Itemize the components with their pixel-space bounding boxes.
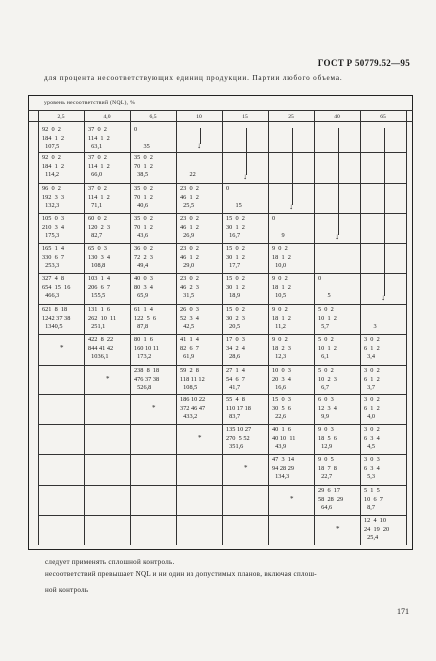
star-marker: * <box>60 344 64 352</box>
table-cell: 3 0 2 6 1 2 3,4 <box>364 336 380 361</box>
table-cell: 3 0 2 6 1 2 4,0 <box>364 396 380 421</box>
table-cell: 55 4 8 110 17 18 83,7 <box>226 396 251 421</box>
table-cell: 621 8 18 1242 37 38 1340,5 <box>42 306 71 331</box>
table-cell: 5 0 2 10 2 3 6,7 <box>318 367 337 392</box>
star-marker: * <box>152 404 156 412</box>
column-divider <box>84 110 85 545</box>
footnote-2: несоответствий превышает NQL и ни один из допустимых планов, включая сплош- <box>45 570 317 578</box>
column-divider <box>268 110 269 545</box>
table-cell: 36 0 2 72 2 3 49,4 <box>134 245 153 270</box>
table-cell: 0 9 <box>272 215 285 240</box>
table-cell: 3 0 3 6 3 4 5,3 <box>364 456 380 481</box>
table-cell: 80 1 6 160 10 11 173,2 <box>134 336 159 361</box>
table-cell: 23 0 2 46 2 3 31,5 <box>180 275 199 300</box>
row-divider <box>38 454 406 455</box>
table-cell: 61 1 4 122 5 6 87,8 <box>134 306 157 331</box>
table-cell: 40 1 6 40 10 11 43,9 <box>272 426 296 451</box>
page-number: 171 <box>397 607 409 616</box>
star-marker: * <box>290 495 294 503</box>
table-cell: 27 1 4 54 6 7 41,7 <box>226 367 245 392</box>
table-cell: 26 0 3 52 3 4 42,5 <box>180 306 199 331</box>
table-cell: 37 0 2 114 1 2 63,1 <box>88 126 110 151</box>
table-cell: 65 0 3 130 3 4 108,8 <box>88 245 111 270</box>
table-cell: 165 1 4 330 6 7 253,3 <box>42 245 65 270</box>
table-subtitle: для процента несоответствующих единиц продукции. Партии любого объема. <box>44 74 343 82</box>
table-cell: 0 35 <box>134 126 150 151</box>
column-divider <box>38 110 39 545</box>
table-cell: 422 8 22 844 41 42 1036,1 <box>88 336 114 361</box>
table-cell: 35 0 2 70 1 2 38,5 <box>134 154 153 179</box>
down-arrow-icon: ↓ <box>243 172 247 181</box>
arrow-shaft <box>246 128 247 175</box>
header-rule <box>28 110 413 111</box>
star-marker: * <box>198 434 202 442</box>
table-cell: 17 0 3 34 2 4 28,6 <box>226 336 245 361</box>
table-cell: 9 0 2 18 2 3 12,3 <box>272 336 291 361</box>
column-header: 4,0 <box>103 114 111 120</box>
row-divider <box>38 273 406 274</box>
column-divider <box>130 110 131 545</box>
table-cell: 15 0 2 30 2 3 20,5 <box>226 306 245 331</box>
table-cell: 92 0 2 184 1 2 107,5 <box>42 126 65 151</box>
row-divider <box>38 304 406 305</box>
table-cell: 23 0 2 46 1 2 26,9 <box>180 215 199 240</box>
row-divider <box>38 243 406 244</box>
down-arrow-icon: ↓ <box>289 202 293 211</box>
row-divider <box>38 365 406 366</box>
arrow-shaft <box>384 128 385 296</box>
table-cell: 5 0 2 10 1 2 6,1 <box>318 336 337 361</box>
table-cell: 5 0 2 10 1 2 5,7 <box>318 306 337 331</box>
table-cell: 29 6 17 58 28 29 64,6 <box>318 487 344 512</box>
table-cell: 35 0 2 70 1 2 40,6 <box>134 185 153 210</box>
column-divider <box>314 110 315 545</box>
table-cell: 327 4 8 654 15 16 466,3 <box>42 275 71 300</box>
table-cell: 92 0 2 184 1 2 114,2 <box>42 154 65 179</box>
column-header: 40 <box>334 114 340 120</box>
table-cell: 12 4 10 24 19 20 25,4 <box>364 517 390 542</box>
footnote-3: ной контроль <box>45 586 89 594</box>
table-cell: 23 0 2 46 1 2 29,0 <box>180 245 199 270</box>
table-cell: 47 3 14 94 28 29 134,3 <box>272 456 295 481</box>
column-divider <box>360 110 361 545</box>
column-header: 25 <box>288 114 294 120</box>
table-cell: 96 0 2 192 3 3 132,3 <box>42 185 65 210</box>
table-frame <box>28 95 413 550</box>
row-divider <box>38 515 406 516</box>
star-marker: * <box>244 464 248 472</box>
table-cell: 37 0 2 114 1 2 66,0 <box>88 154 110 179</box>
row-divider <box>38 394 406 395</box>
document-id: ГОСТ Р 50779.52—95 <box>317 58 410 68</box>
table-cell: 15 0 2 30 1 2 17,7 <box>226 245 245 270</box>
table-cell: 103 1 4 206 6 7 155,5 <box>88 275 111 300</box>
table-cell: 40 0 3 80 3 4 65,9 <box>134 275 153 300</box>
table-cell: 5 1 5 10 6 7 8,7 <box>364 487 383 512</box>
row-divider <box>38 152 406 153</box>
row-divider <box>38 424 406 425</box>
row-divider <box>38 183 406 184</box>
table-cell: 135 10 27 270 5 52 351,6 <box>226 426 252 451</box>
column-header: 10 <box>196 114 202 120</box>
column-header: 15 <box>242 114 248 120</box>
table-cell: 15 0 2 30 1 2 18,9 <box>226 275 245 300</box>
table-cell: 23 0 2 46 1 2 25,5 <box>180 185 199 210</box>
table-cell: 105 0 3 210 3 4 175,3 <box>42 215 65 240</box>
table-caption: уровень несоответствий (NQL), % <box>44 100 136 106</box>
footnote-1: следует применять сплошной контроль. <box>45 558 175 566</box>
table-cell: 131 1 6 262 10 11 251,1 <box>88 306 117 331</box>
table-cell: 60 0 2 120 2 3 82,7 <box>88 215 111 240</box>
arrow-shaft <box>292 128 293 205</box>
star-marker: * <box>336 525 340 533</box>
table-cell: 35 0 2 70 1 2 43,6 <box>134 215 153 240</box>
table-cell: 9 0 2 18 1 2 10,5 <box>272 275 291 300</box>
table-cell: 59 2 8 118 11 12 108,5 <box>180 367 205 392</box>
column-divider <box>176 110 177 545</box>
table-cell: 0 15 <box>226 185 242 210</box>
table-cell: 22 <box>189 171 196 179</box>
table-cell: 6 0 3 12 3 4 9,9 <box>318 396 337 421</box>
row-divider <box>38 334 406 335</box>
table-cell: 37 0 2 114 1 2 71,1 <box>88 185 110 210</box>
table-cell: 186 10 22 372 46 47 433,2 <box>180 396 206 421</box>
column-header: 2,5 <box>57 114 65 120</box>
table-cell: 3 <box>373 323 377 331</box>
table-cell: 15 0 3 30 5 6 22,6 <box>272 396 291 421</box>
down-arrow-icon: ↓ <box>381 293 385 302</box>
column-divider <box>406 110 407 545</box>
column-header: 65 <box>380 114 386 120</box>
column-header: 6,5 <box>149 114 157 120</box>
table-cell: 0 5 <box>318 275 331 300</box>
table-cell: 41 1 4 82 6 7 61,9 <box>180 336 199 361</box>
table-cell: 9 0 5 18 7 8 22,7 <box>318 456 337 481</box>
table-cell: 9 0 3 18 5 6 12,9 <box>318 426 337 451</box>
arrow-shaft <box>338 128 339 235</box>
down-arrow-icon: ↓ <box>335 232 339 241</box>
header-rule <box>28 121 413 122</box>
table-cell: 9 0 2 18 1 2 11,2 <box>272 306 291 331</box>
table-cell: 15 0 2 30 1 2 16,7 <box>226 215 245 240</box>
row-divider <box>38 213 406 214</box>
table-cell: 9 0 2 18 1 2 10,0 <box>272 245 291 270</box>
table-cell: 3 0 2 6 1 2 3,7 <box>364 367 380 392</box>
down-arrow-icon: ↓ <box>197 141 201 150</box>
column-divider <box>222 110 223 545</box>
star-marker: * <box>106 375 110 383</box>
table-cell: 3 0 2 6 3 4 4,5 <box>364 426 380 451</box>
table-cell: 10 0 3 20 3 4 16,6 <box>272 367 291 392</box>
row-divider <box>38 485 406 486</box>
table-cell: 238 8 18 476 37 38 526,8 <box>134 367 160 392</box>
